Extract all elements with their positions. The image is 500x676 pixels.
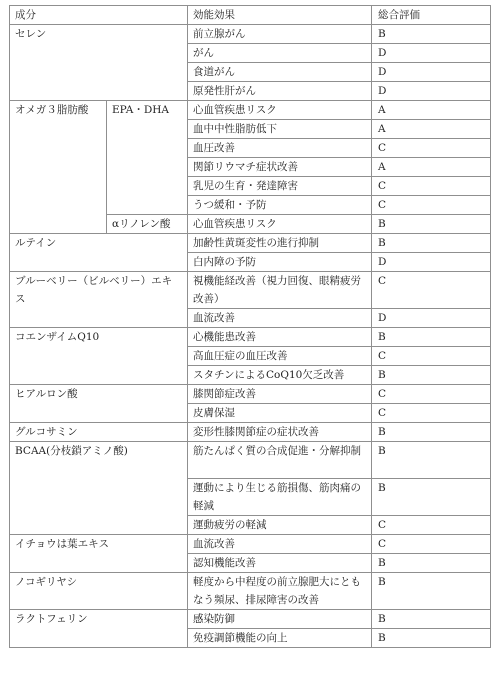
- rating-cell: B: [372, 554, 491, 573]
- ingredient-cell: ブルーベリー（ビルベリー）エキス: [10, 272, 188, 328]
- sub-ingredient-cell: αリノレン酸: [107, 215, 188, 234]
- effect-cell: 加齢性黄斑変性の進行抑制: [188, 234, 372, 253]
- rating-cell: B: [372, 234, 491, 253]
- table-row: [10, 101, 491, 120]
- effect-cell: 白内障の予防: [188, 253, 372, 272]
- effect-cell: 食道がん: [188, 63, 372, 82]
- table-row: [10, 442, 491, 479]
- rating-cell: D: [372, 44, 491, 63]
- rating-cell: A: [372, 101, 491, 120]
- ingredient-cell: セレン: [10, 25, 188, 101]
- rating-cell: A: [372, 158, 491, 177]
- rating-cell: D: [372, 253, 491, 272]
- rating-cell: C: [372, 347, 491, 366]
- effect-cell: スタチンによるCoQ10欠乏改善: [188, 366, 372, 385]
- rating-cell: D: [372, 63, 491, 82]
- rating-cell: B: [372, 25, 491, 44]
- ingredient-cell: グルコサミン: [10, 423, 188, 442]
- effect-cell: 視機能経改善（視力回復、眼精疲労改善）: [188, 272, 372, 309]
- rating-cell: D: [372, 82, 491, 101]
- rating-cell: C: [372, 272, 491, 309]
- effect-cell: 免疫調節機能の向上: [188, 629, 372, 648]
- rating-cell: B: [372, 573, 491, 610]
- supplement-efficacy-table: [9, 5, 491, 648]
- rating-cell: C: [372, 535, 491, 554]
- rating-cell: C: [372, 404, 491, 423]
- ingredient-cell: イチョウは葉エキス: [10, 535, 188, 573]
- effect-cell: 認知機能改善: [188, 554, 372, 573]
- effect-cell: 感染防御: [188, 610, 372, 629]
- header-effect: 効能効果: [188, 6, 372, 25]
- effect-cell: 血流改善: [188, 535, 372, 554]
- effect-cell: 心血管疾患リスク: [188, 101, 372, 120]
- rating-cell: B: [372, 423, 491, 442]
- ingredient-cell: オメガ３脂肪酸: [10, 101, 107, 234]
- effect-cell: 運動疲労の軽減: [188, 516, 372, 535]
- rating-cell: C: [372, 177, 491, 196]
- rating-cell: C: [372, 385, 491, 404]
- sub-ingredient-cell: EPA・DHA: [107, 101, 188, 215]
- ingredient-cell: ヒアルロン酸: [10, 385, 188, 423]
- table-row: [10, 573, 491, 610]
- effect-cell: 原発性肝がん: [188, 82, 372, 101]
- effect-cell: 関節リウマチ症状改善: [188, 158, 372, 177]
- effect-cell: 運動により生じる筋損傷、筋肉痛の軽減: [188, 479, 372, 516]
- rating-cell: B: [372, 610, 491, 629]
- rating-cell: A: [372, 120, 491, 139]
- effect-cell: うつ緩和・予防: [188, 196, 372, 215]
- table-row: [10, 423, 491, 442]
- header-ingredient: 成分: [10, 6, 188, 25]
- table-row: [10, 385, 491, 404]
- effect-cell: がん: [188, 44, 372, 63]
- rating-cell: C: [372, 516, 491, 535]
- ingredient-cell: ルテイン: [10, 234, 188, 272]
- rating-cell: D: [372, 309, 491, 328]
- ingredient-cell: ラクトフェリン: [10, 610, 188, 648]
- rating-cell: B: [372, 215, 491, 234]
- rating-cell: B: [372, 629, 491, 648]
- header-row: [10, 6, 491, 25]
- ingredient-cell: コエンザイムQ10: [10, 328, 188, 385]
- rating-cell: C: [372, 196, 491, 215]
- table-row: [10, 272, 491, 309]
- rating-cell: B: [372, 479, 491, 516]
- effect-cell: 血圧改善: [188, 139, 372, 158]
- table-row: [10, 234, 491, 253]
- ingredient-cell: ノコギリヤシ: [10, 573, 188, 610]
- effect-cell: 皮膚保湿: [188, 404, 372, 423]
- effect-cell: 軽度から中程度の前立腺肥大にともなう頻尿、排尿障害の改善: [188, 573, 372, 610]
- rating-cell: B: [372, 328, 491, 347]
- effect-cell: 心機能患改善: [188, 328, 372, 347]
- effect-cell: 血流改善: [188, 309, 372, 328]
- effect-cell: 高血圧症の血圧改善: [188, 347, 372, 366]
- effect-cell: 心血管疾患リスク: [188, 215, 372, 234]
- table-row: [10, 25, 491, 44]
- rating-cell: B: [372, 442, 491, 479]
- rating-cell: B: [372, 366, 491, 385]
- effect-cell: 筋たんぱく質の合成促進・分解抑制: [188, 442, 372, 479]
- ingredient-cell: BCAA(分枝鎖アミノ酸): [10, 442, 188, 535]
- effect-cell: 変形性膝関節症の症状改善: [188, 423, 372, 442]
- effect-cell: 血中中性脂肪低下: [188, 120, 372, 139]
- table-row: [10, 328, 491, 347]
- effect-cell: 前立腺がん: [188, 25, 372, 44]
- effect-cell: 乳児の生育・発達障害: [188, 177, 372, 196]
- table-row: [10, 610, 491, 629]
- rating-cell: C: [372, 139, 491, 158]
- table-row: [10, 535, 491, 554]
- effect-cell: 膝関節症改善: [188, 385, 372, 404]
- document-page: [9, 5, 490, 671]
- header-rating: 総合評価: [372, 6, 491, 25]
